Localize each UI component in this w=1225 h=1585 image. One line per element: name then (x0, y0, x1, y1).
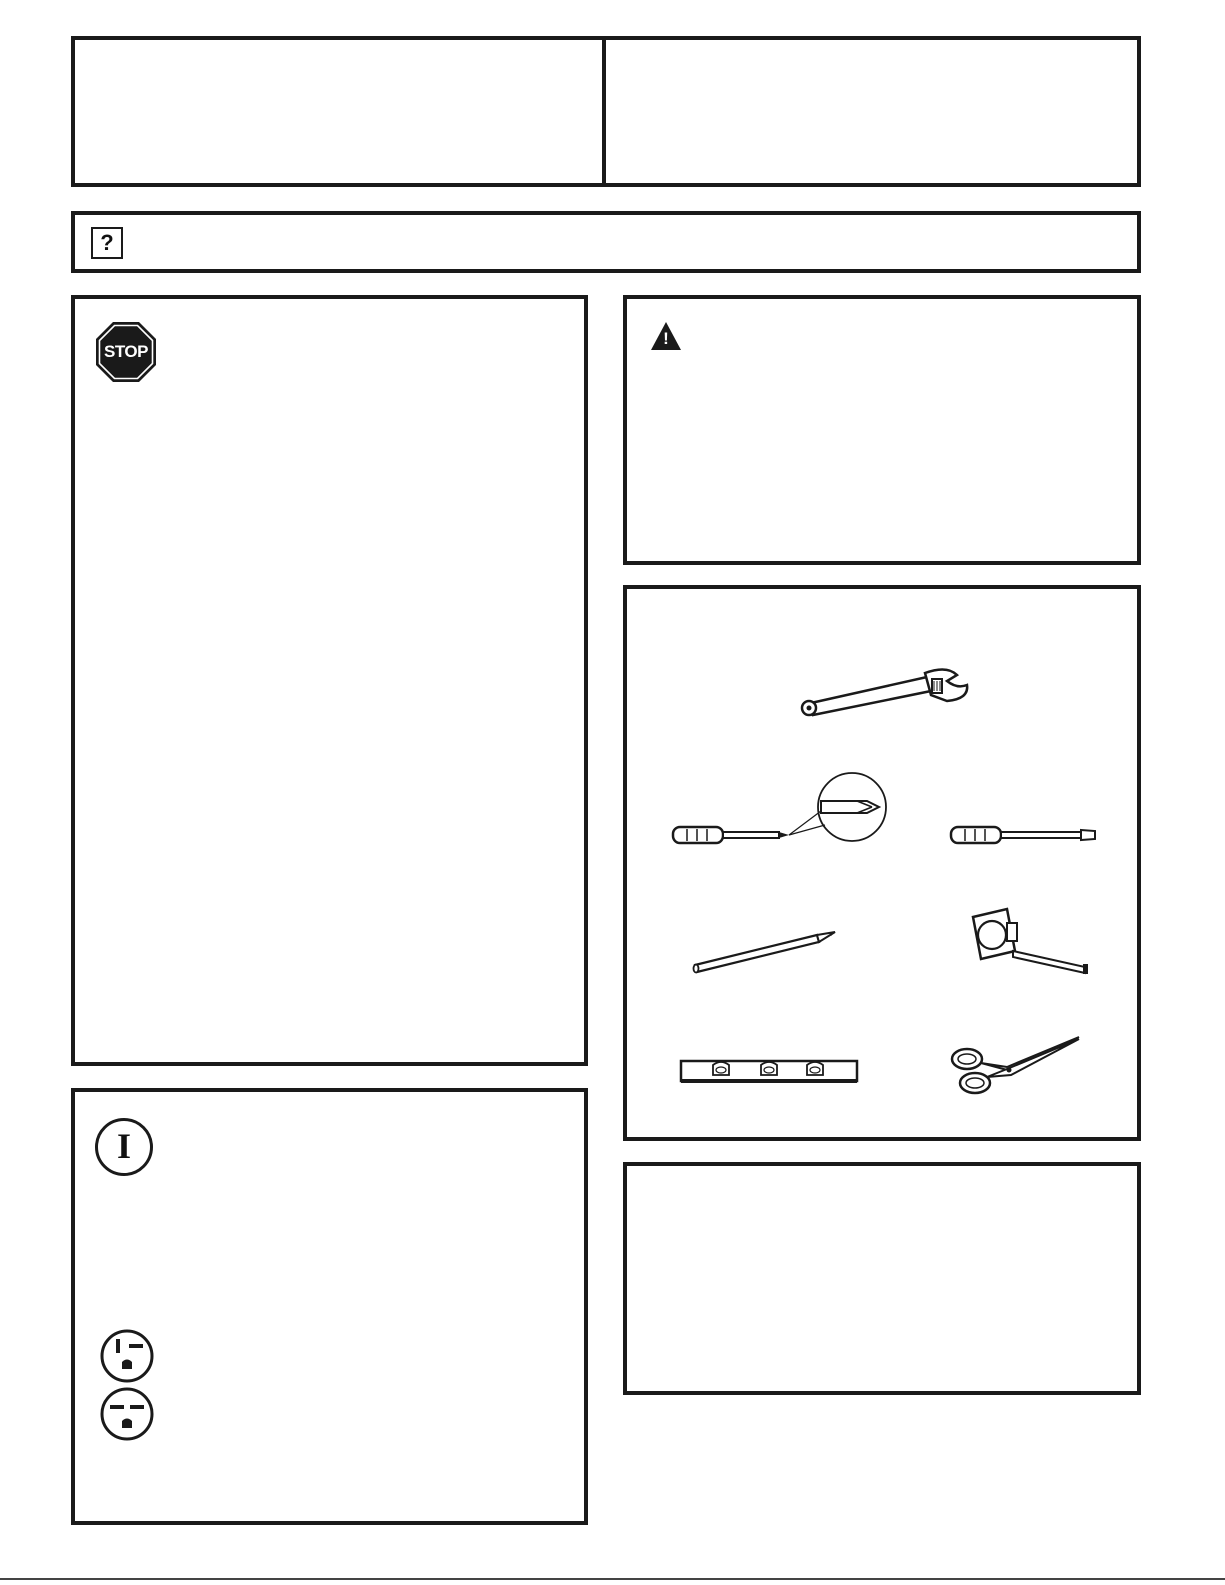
phillips-screwdriver-icon (667, 771, 897, 851)
warning-panel (623, 295, 1141, 565)
notes-panel (623, 1162, 1141, 1395)
pencil-icon (689, 925, 839, 975)
header-left-panel (71, 36, 606, 187)
help-bar (71, 211, 1141, 273)
outlet-15amp-icon (99, 1386, 155, 1442)
warning-triangle-icon (650, 321, 682, 351)
outlet-20amp-icon (99, 1328, 155, 1384)
warning-glyph: ! (663, 329, 669, 348)
scissors-icon (945, 1031, 1085, 1101)
question-icon: ? (91, 227, 123, 259)
info-circle-icon: I (95, 1118, 153, 1176)
tape-measure-icon (967, 901, 1097, 977)
info-panel (71, 1088, 588, 1525)
bottom-rule (0, 1578, 1225, 1580)
header-right-panel (602, 36, 1141, 187)
tools-panel (623, 585, 1141, 1141)
flat-blade-screwdriver-icon (947, 817, 1107, 853)
stop-sign-icon (95, 321, 157, 383)
level-icon (675, 1051, 865, 1091)
adjustable-wrench-icon (797, 659, 977, 719)
stop-sign-label: STOP (104, 342, 148, 361)
stop-panel (71, 295, 588, 1066)
